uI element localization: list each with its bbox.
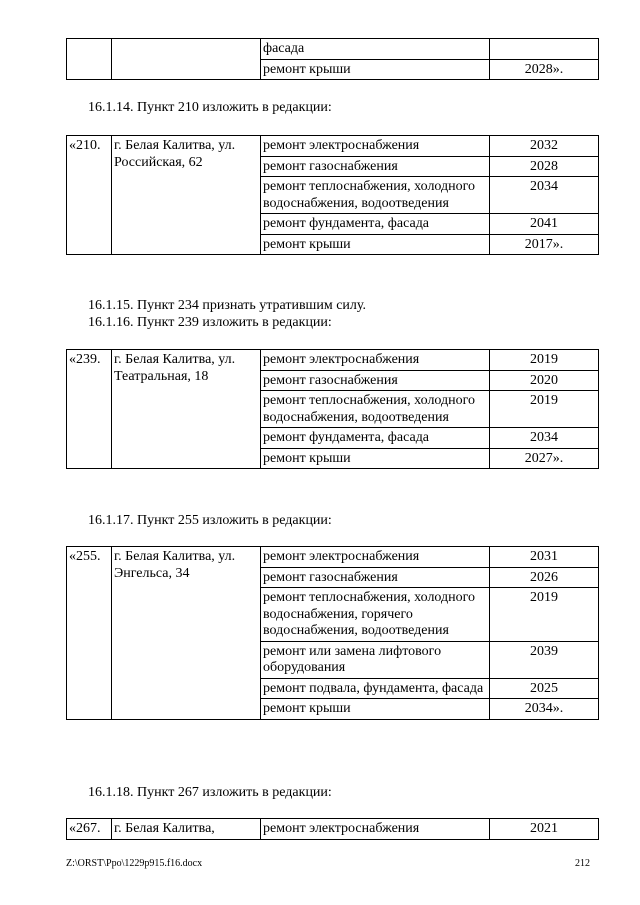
num-cell: «239.	[67, 350, 112, 469]
work-cell: ремонт крыши	[261, 59, 490, 80]
year-cell	[490, 39, 599, 60]
paragraph-16-1-14: 16.1.14. Пункт 210 изложить в редакции:	[88, 100, 332, 115]
address-cell: г. Белая Калитва, ул. Российская, 62	[112, 136, 261, 255]
table-item-255	[66, 546, 599, 720]
year-cell: 2027».	[490, 448, 599, 469]
year-cell: 2025	[490, 678, 599, 699]
work-cell: ремонт подвала, фундамента, фасада	[261, 678, 490, 699]
year-cell: 2020	[490, 370, 599, 391]
year-cell: 2041	[490, 214, 599, 235]
work-cell: ремонт газоснабжения	[261, 567, 490, 588]
address-cell	[112, 39, 261, 80]
year-cell: 2031	[490, 547, 599, 568]
work-cell: ремонт газоснабжения	[261, 370, 490, 391]
year-cell: 2026	[490, 567, 599, 588]
year-cell: 2021	[490, 819, 599, 840]
work-cell: ремонт теплоснабжения, холодного водоснабжения, горячего водоснабжения, водоотведения	[261, 588, 490, 642]
work-cell: ремонт теплоснабжения, холодного водоснабжения, водоотведения	[261, 391, 490, 428]
table-top-continuation	[66, 38, 599, 80]
year-cell: 2028».	[490, 59, 599, 80]
year-cell: 2034».	[490, 699, 599, 720]
address-cell: г. Белая Калитва,	[112, 819, 261, 840]
table-item-210	[66, 135, 599, 255]
address-cell: г. Белая Калитва, ул. Театральная, 18	[112, 350, 261, 469]
num-cell: «210.	[67, 136, 112, 255]
work-cell: ремонт электроснабжения	[261, 819, 490, 840]
year-cell: 2017».	[490, 234, 599, 255]
footer-file-path: Z:\ORST\Ppo\1229p915.f16.docx	[66, 858, 203, 869]
num-cell: «267.	[67, 819, 112, 840]
table-row	[67, 819, 599, 840]
year-cell: 2032	[490, 136, 599, 157]
table-row	[67, 39, 599, 60]
num-cell	[67, 39, 112, 80]
work-cell: ремонт или замена лифтового оборудования	[261, 641, 490, 678]
year-cell: 2034	[490, 428, 599, 449]
work-cell: ремонт газоснабжения	[261, 156, 490, 177]
address-cell: г. Белая Калитва, ул. Энгельса, 34	[112, 547, 261, 720]
work-cell: фасада	[261, 39, 490, 60]
work-cell: ремонт крыши	[261, 448, 490, 469]
work-cell: ремонт электроснабжения	[261, 350, 490, 371]
table-row	[67, 136, 599, 157]
paragraph-16-1-17: 16.1.17. Пункт 255 изложить в редакции:	[88, 513, 332, 528]
work-cell: ремонт крыши	[261, 234, 490, 255]
year-cell: 2019	[490, 391, 599, 428]
table-row	[67, 547, 599, 568]
year-cell: 2034	[490, 177, 599, 214]
work-cell: ремонт фундамента, фасада	[261, 428, 490, 449]
work-cell: ремонт теплоснабжения, холодного водоснабжения, водоотведения	[261, 177, 490, 214]
table-item-267	[66, 818, 599, 840]
work-cell: ремонт электроснабжения	[261, 547, 490, 568]
paragraph-16-1-15: 16.1.15. Пункт 234 признать утратившим силу.	[88, 298, 366, 313]
table-item-239	[66, 349, 599, 469]
year-cell: 2028	[490, 156, 599, 177]
year-cell: 2039	[490, 641, 599, 678]
num-cell: «255.	[67, 547, 112, 720]
year-cell: 2019	[490, 350, 599, 371]
work-cell: ремонт фундамента, фасада	[261, 214, 490, 235]
table-row	[67, 350, 599, 371]
footer-page-number: 212	[575, 858, 590, 869]
paragraph-16-1-16: 16.1.16. Пункт 239 изложить в редакции:	[88, 315, 332, 330]
paragraph-16-1-18: 16.1.18. Пункт 267 изложить в редакции:	[88, 785, 332, 800]
year-cell: 2019	[490, 588, 599, 642]
work-cell: ремонт крыши	[261, 699, 490, 720]
work-cell: ремонт электроснабжения	[261, 136, 490, 157]
